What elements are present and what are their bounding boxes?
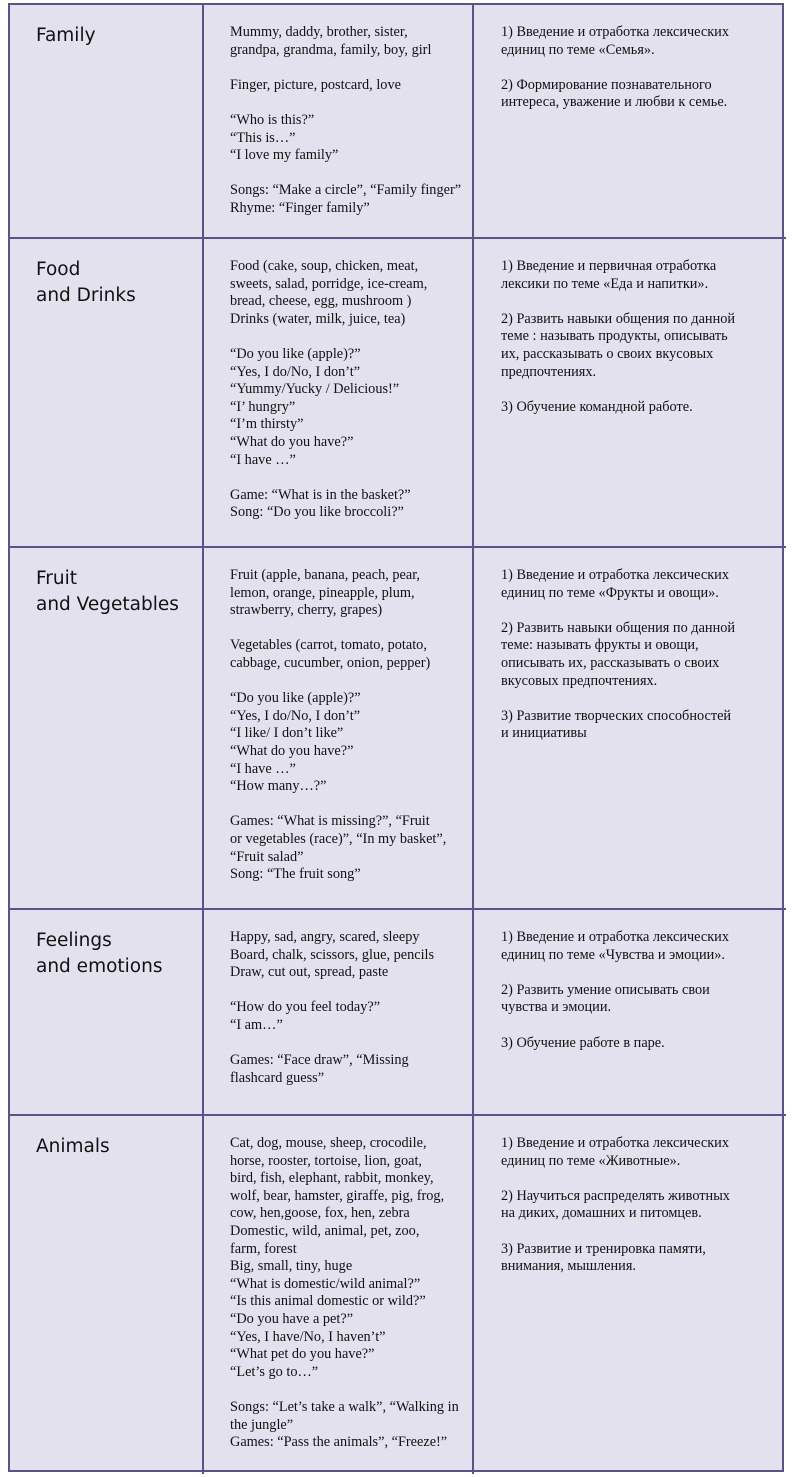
vocabulary-line: cow, hen,goose, fox, hen, zebra: [230, 1205, 410, 1222]
vocabulary-line: cabbage, cucumber, onion, pepper): [230, 654, 431, 671]
vocabulary-line: [230, 796, 462, 814]
topic-title-line: Animals: [36, 1136, 110, 1157]
goal-line: 2) Развить умение описывать свои: [501, 981, 710, 998]
goals-cell: [473, 238, 786, 547]
goal-line: 3) Развитие и тренировка памяти,: [501, 1240, 706, 1257]
vocabulary-line: Game: “What is in the basket?”: [230, 486, 411, 503]
topic-cell: [10, 1115, 203, 1474]
topic-cell: [10, 909, 203, 1115]
topic-title-line: and Drinks: [36, 285, 136, 306]
vocabulary-line: “This is…”: [230, 129, 296, 146]
goals-cell: [473, 909, 786, 1115]
topic-title-line: and Vegetables: [36, 594, 179, 615]
vocabulary-line: bread, cheese, egg, mushroom ): [230, 293, 412, 310]
goal-line: чувства и эмоции.: [501, 999, 612, 1016]
vocabulary-line: Cat, dog, mouse, sheep, crocodile,: [230, 1135, 427, 1151]
vocabulary-line: Songs: “Make a circle”, “Family finger”: [230, 182, 462, 199]
vocabulary-line: “What do you have?”: [230, 742, 354, 759]
vocabulary-cell: [203, 1115, 473, 1474]
vocabulary-line: Food (cake, soup, chicken, meat,: [230, 258, 419, 274]
goal-line: предпочтениях.: [501, 363, 597, 380]
vocabulary-line: “What is domestic/wild animal?”: [230, 1275, 421, 1292]
vocabulary-line: Domestic, wild, animal, pet, zoo,: [230, 1222, 420, 1239]
vocabulary-line: wolf, bear, hamster, giraffe, pig, frog,: [230, 1187, 445, 1204]
vocabulary-line: Big, small, tiny, huge: [230, 1258, 353, 1275]
vocabulary-line: “I like/ I don’t like”: [230, 725, 344, 742]
lesson-plan-table-container: [8, 3, 784, 1472]
vocabulary-line: [230, 1035, 462, 1053]
topic-cell: [10, 238, 203, 547]
goal-line: единиц по теме «Чувства и эмоции».: [501, 946, 725, 963]
goal-line: теме : называть продукты, описывать: [501, 328, 728, 345]
vocabulary-line: [230, 620, 462, 638]
table-row: [10, 238, 786, 547]
vocabulary-line: [230, 165, 462, 183]
topic-cell: [10, 547, 203, 909]
vocabulary-line: Games: “Pass the animals”, “Freeze!”: [230, 1434, 448, 1451]
vocabulary-line: Board, chalk, scissors, glue, pencils: [230, 946, 435, 963]
goal-line: лексики по теме «Еда и напитки».: [501, 275, 709, 292]
topic-title-line: Fruit: [36, 568, 78, 589]
vocabulary-line: Games: “What is missing?”, “Fruit: [230, 813, 430, 830]
vocabulary-line: Rhyme: “Finger family”: [230, 199, 370, 216]
vocabulary-line: “Who is this?”: [230, 111, 315, 128]
vocabulary-line: Happy, sad, angry, scared, sleepy: [230, 929, 420, 945]
vocabulary-line: Mummy, daddy, brother, sister,: [230, 24, 408, 40]
vocabulary-line: “What pet do you have?”: [230, 1346, 375, 1363]
vocabulary-line: [230, 94, 462, 112]
vocabulary-line: [230, 1381, 462, 1399]
topic-title-line: Family: [36, 25, 96, 46]
goal-line: 1) Введение и отработка лексических: [501, 24, 729, 40]
vocabulary-line: [230, 982, 462, 1000]
vocabulary-line: Vegetables (carrot, tomato, potato,: [230, 637, 427, 654]
vocabulary-line: “I have …”: [230, 451, 296, 468]
vocabulary-cell: [203, 5, 473, 238]
vocabulary-line: or vegetables (race)”, “In my basket”,: [230, 830, 447, 847]
vocabulary-line: “Let’s go to…”: [230, 1363, 319, 1380]
goals-cell: [473, 5, 786, 238]
vocabulary-line: “Yes, I do/No, I don’t”: [230, 363, 361, 380]
goal-line: 1) Введение и первичная отработка: [501, 258, 717, 274]
vocabulary-cell: [203, 238, 473, 547]
vocabulary-cell: [203, 909, 473, 1115]
goal-line: 3) Обучение работе в паре.: [501, 1034, 665, 1051]
lesson-plan-table: [10, 5, 786, 1474]
vocabulary-line: “I have …”: [230, 760, 296, 777]
topic-cell: [10, 5, 203, 238]
vocabulary-line: “I’m thirsty”: [230, 416, 304, 433]
goal-line: [501, 964, 776, 982]
vocabulary-line: [230, 469, 462, 487]
vocabulary-line: “Do you like (apple)?”: [230, 690, 361, 707]
vocabulary-line: strawberry, cherry, grapes): [230, 602, 383, 619]
topic-title-line: Food: [36, 259, 81, 280]
vocabulary-line: Draw, cut out, spread, paste: [230, 964, 389, 981]
vocabulary-line: “I love my family”: [230, 147, 339, 164]
vocabulary-line: “I’ hungry”: [230, 398, 296, 415]
goal-line: [501, 1223, 776, 1241]
goal-line: описывать их, рассказывать о своих: [501, 654, 720, 671]
goal-line: 3) Развитие творческих способностей: [501, 707, 732, 724]
vocabulary-line: farm, forest: [230, 1240, 297, 1257]
vocabulary-line: the jungle”: [230, 1416, 294, 1433]
goal-line: вкусовых предпочтениях.: [501, 672, 658, 689]
vocabulary-line: “Do you like (apple)?”: [230, 345, 361, 362]
goal-line: 1) Введение и отработка лексических: [501, 929, 729, 945]
vocabulary-line: Drinks (water, milk, juice, tea): [230, 310, 406, 327]
vocabulary-cell: [203, 547, 473, 909]
vocabulary-line: Finger, picture, postcard, love: [230, 76, 401, 93]
vocabulary-line: “Do you have a pet?”: [230, 1310, 354, 1327]
vocabulary-line: Fruit (apple, banana, peach, pear,: [230, 567, 420, 583]
table-row: [10, 5, 786, 238]
goal-line: [501, 1017, 776, 1035]
goal-line: [501, 59, 776, 77]
vocabulary-line: “I am…”: [230, 1016, 283, 1033]
vocabulary-line: “Is this animal domestic or wild?”: [230, 1293, 426, 1310]
goal-line: 2) Научиться распределять животных: [501, 1187, 730, 1204]
vocabulary-line: Games: “Face draw”, “Missing: [230, 1052, 409, 1069]
vocabulary-line: [230, 59, 462, 77]
vocabulary-line: “How many…?”: [230, 778, 327, 795]
vocabulary-line: grandpa, grandma, family, boy, girl: [230, 41, 432, 58]
goal-line: и инициативы: [501, 725, 587, 742]
vocabulary-line: sweets, salad, porridge, ice-cream,: [230, 275, 428, 292]
vocabulary-line: “How do you feel today?”: [230, 999, 381, 1016]
vocabulary-line: “Fruit salad”: [230, 848, 304, 865]
vocabulary-line: lemon, orange, pineapple, plum,: [230, 584, 415, 601]
goal-line: [501, 293, 776, 311]
vocabulary-line: Songs: “Let’s take a walk”, “Walking in: [230, 1398, 459, 1415]
vocabulary-line: Song: “The fruit song”: [230, 866, 361, 883]
goal-line: теме: называть фрукты и овощи,: [501, 637, 699, 654]
vocabulary-line: “Yes, I have/No, I haven’t”: [230, 1328, 386, 1345]
goal-line: 1) Введение и отработка лексических: [501, 1135, 729, 1151]
vocabulary-line: [230, 673, 462, 691]
goals-cell: [473, 1115, 786, 1474]
goal-line: единиц по теме «Животные».: [501, 1152, 681, 1169]
table-row: [10, 547, 786, 909]
topic-title-line: and emotions: [36, 956, 163, 977]
vocabulary-line: “What do you have?”: [230, 433, 354, 450]
goal-line: 2) Развить навыки общения по данной: [501, 619, 736, 636]
goal-line: [501, 1170, 776, 1188]
goal-line: единиц по теме «Фрукты и овощи».: [501, 584, 719, 601]
goal-line: внимания, мышления.: [501, 1258, 636, 1275]
goal-line: [501, 690, 776, 708]
goal-line: на диких, домашних и питомцев.: [501, 1205, 702, 1222]
goal-line: [501, 381, 776, 399]
vocabulary-line: bird, fish, elephant, rabbit, monkey,: [230, 1170, 434, 1187]
vocabulary-line: [230, 328, 462, 346]
goal-line: интереса, уважение и любви к семье.: [501, 94, 728, 111]
vocabulary-line: “Yummy/Yucky / Delicious!”: [230, 381, 400, 398]
goals-cell: [473, 547, 786, 909]
topic-title-line: Feelings: [36, 930, 112, 951]
goal-line: единиц по теме «Семья».: [501, 41, 655, 58]
vocabulary-line: Song: “Do you like broccoli?”: [230, 504, 404, 521]
goal-line: [501, 602, 776, 620]
table-row: [10, 909, 786, 1115]
table-row: [10, 1115, 786, 1474]
vocabulary-line: flashcard guess”: [230, 1069, 325, 1086]
goal-line: 1) Введение и отработка лексических: [501, 567, 729, 583]
goal-line: 2) Развить навыки общения по данной: [501, 310, 736, 327]
goal-line: 2) Формирование познавательного: [501, 76, 712, 93]
vocabulary-line: “Yes, I do/No, I don’t”: [230, 707, 361, 724]
goal-line: их, рассказывать о своих вкусовых: [501, 345, 714, 362]
goal-line: 3) Обучение командной работе.: [501, 398, 693, 415]
vocabulary-line: horse, rooster, tortoise, lion, goat,: [230, 1152, 423, 1169]
